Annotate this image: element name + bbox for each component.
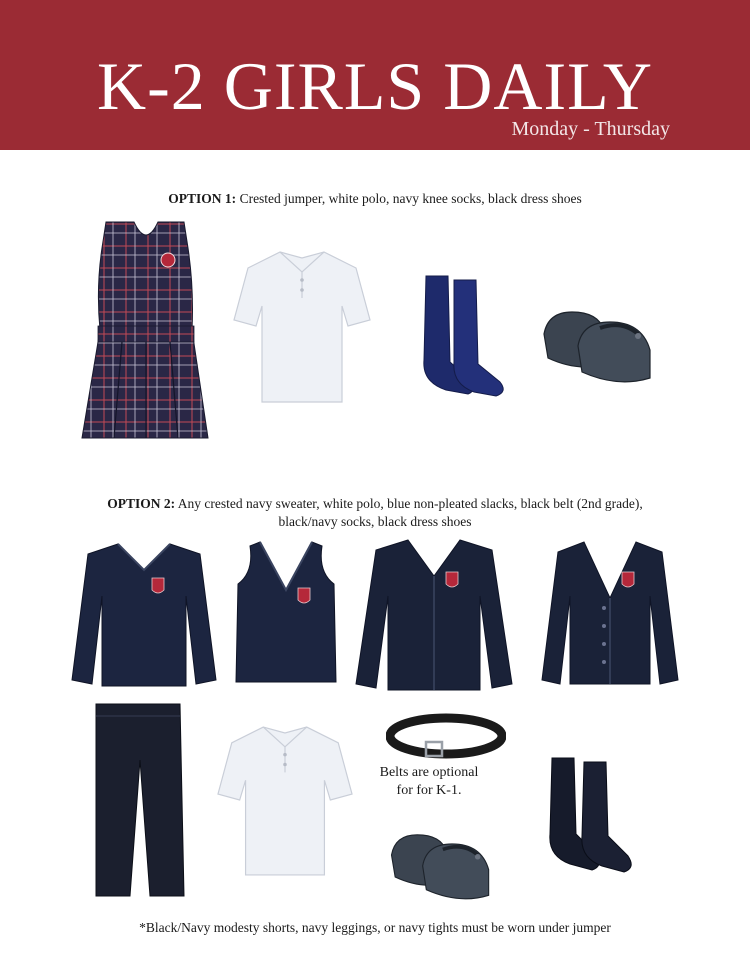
navy-socks-image (538, 750, 638, 878)
plaid-jumper-image (76, 218, 216, 440)
option2-description (0, 495, 750, 531)
option2-label: OPTION 2: (107, 496, 176, 511)
navy-slacks-image (92, 700, 188, 900)
navy-pullover-sweater-image (66, 540, 222, 690)
option1-text: Crested jumper, white polo, navy knee socks, black dress shoes (239, 191, 582, 206)
option1-description (0, 190, 750, 208)
option2-line2: black/navy socks, black dress shoes (278, 514, 472, 529)
navy-cardigan-image (352, 536, 516, 694)
page-title: K-2 GIRLS DAILY (97, 48, 653, 124)
belt-note: Belts are optional for for K-1. (379, 765, 479, 798)
header-banner (0, 0, 750, 150)
option1-label: OPTION 1: (168, 191, 237, 206)
black-dress-shoes-2-image (386, 816, 496, 904)
option2-line1: Any crested navy sweater, white polo, blue non-pleated slacks, black belt (2nd grade), (177, 496, 643, 511)
white-polo-2-image (216, 720, 354, 880)
navy-knee-socks-image (412, 272, 512, 400)
navy-sweater-vest-image (232, 538, 340, 686)
footer-note: *Black/Navy modesty shorts, navy leggings, or navy tights must be worn under jumper (139, 920, 611, 935)
black-belt-image (386, 712, 506, 762)
black-dress-shoes-image (538, 292, 658, 387)
white-polo-image (232, 246, 372, 406)
navy-cardigan-v-image (538, 538, 682, 688)
page-subtitle: Monday - Thursday (511, 118, 670, 140)
